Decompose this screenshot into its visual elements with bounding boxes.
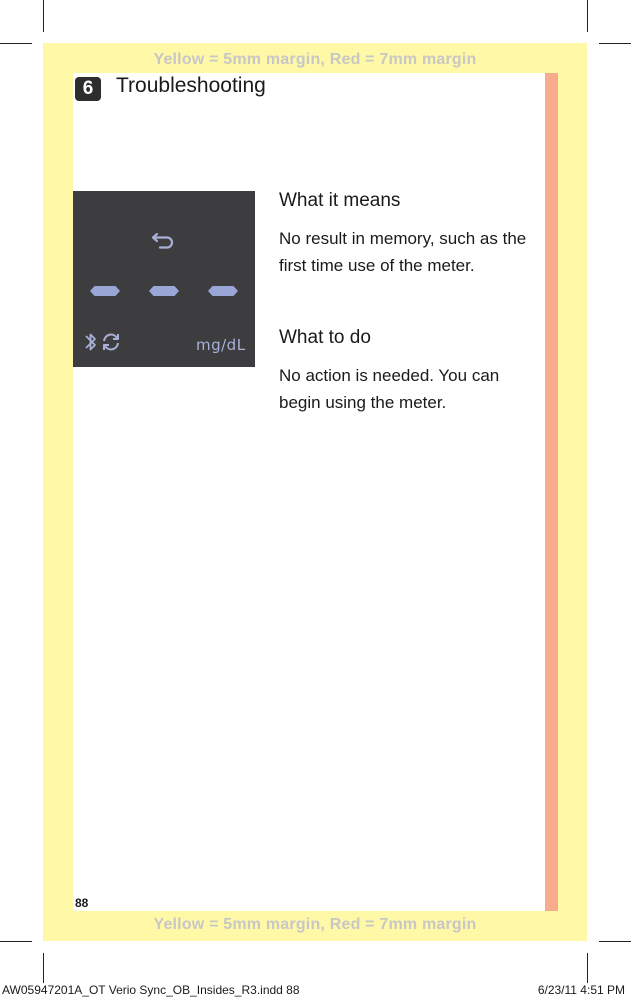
what-it-means-text: [279, 225, 541, 279]
red-margin-bar: [545, 73, 558, 911]
what-to-do-line-2: begin using the meter.: [279, 393, 447, 412]
crop-mark: [599, 43, 631, 44]
what-it-means-line-2: first time use of the meter.: [279, 256, 475, 275]
margin-note-top: Yellow = 5mm margin, Red = 7mm margin: [153, 51, 477, 68]
margin-note-bottom: Yellow = 5mm margin, Red = 7mm margin: [153, 916, 477, 933]
crop-mark: [599, 941, 631, 942]
what-to-do-heading: What to do: [279, 327, 371, 348]
crop-mark: [0, 941, 32, 942]
section-title: Troubleshooting: [116, 74, 266, 97]
page-number: 88: [75, 896, 89, 910]
what-it-means-heading: What it means: [279, 190, 401, 211]
slug-file-info: AW05947201A_OT Verio Sync_OB_Insides_R3.indd 88: [2, 983, 300, 997]
crop-mark: [587, 953, 588, 983]
crop-mark: [0, 43, 32, 44]
sync-icon: [100, 332, 122, 352]
what-to-do-line-1: No action is needed. You can: [279, 366, 500, 385]
return-arrow-icon: [151, 230, 177, 252]
crop-mark: [43, 0, 44, 32]
chapter-number-badge: 6: [75, 77, 101, 101]
bluetooth-icon: [84, 330, 98, 354]
crop-mark: [587, 0, 588, 32]
dash-segment: [208, 286, 238, 296]
unit-label: mg/dL: [196, 336, 246, 354]
slug-date-info: 6/23/11 4:51 PM: [537, 983, 625, 997]
dash-segment: [149, 286, 179, 296]
what-it-means-line-1: No result in memory, such as the: [279, 229, 527, 248]
what-to-do-text: [279, 362, 541, 416]
crop-mark: [43, 953, 44, 983]
dash-segment: [90, 286, 120, 296]
